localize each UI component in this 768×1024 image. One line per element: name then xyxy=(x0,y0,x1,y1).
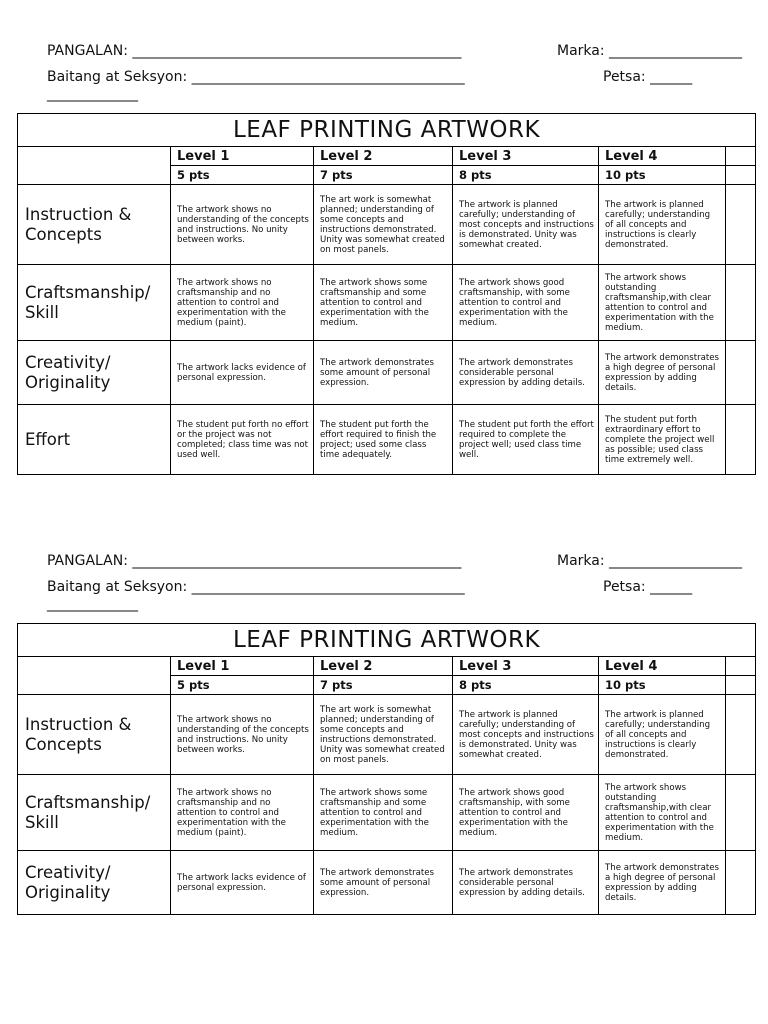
level-header: Level 4 xyxy=(599,657,726,676)
points-header: 5 pts xyxy=(171,676,314,695)
descriptor-cell: The artwork demonstrates considerable personal expression by adding details. xyxy=(453,851,599,915)
points-header: 10 pts xyxy=(599,166,726,185)
descriptor-cell: The artwork shows good craftsmanship, with some attention to control and experimentation with the medium. xyxy=(453,775,599,851)
descriptor-cell: The artwork shows outstanding craftsmanship,with clear attention to control and experimentation with the medium. xyxy=(599,265,726,341)
petsa-field-continued[interactable]: _____________ xyxy=(47,596,138,612)
descriptor-cell: The student put forth the effort required to complete the project well; used class time well. xyxy=(453,405,599,475)
level-header: Level 1 xyxy=(171,657,314,676)
rubric-title: LEAF PRINTING ARTWORK xyxy=(18,114,756,147)
marka-row xyxy=(557,43,742,60)
criterion-name: Creativity/ Originality xyxy=(18,341,171,405)
marka-label: Marka: xyxy=(557,553,605,569)
marka-row xyxy=(557,553,742,570)
table-row xyxy=(18,851,756,915)
name-field[interactable]: _______________________________________________ xyxy=(132,43,462,59)
corner-cell xyxy=(18,147,171,185)
points-header: 8 pts xyxy=(453,166,599,185)
criterion-name: Craftsmanship/ Skill xyxy=(18,265,171,341)
name-label: PANGALAN: xyxy=(47,553,128,569)
rubric-title: LEAF PRINTING ARTWORK xyxy=(18,624,756,657)
descriptor-cell: The artwork demonstrates a high degree of personal expression by adding details. xyxy=(599,851,726,915)
descriptor-cell: The art work is somewhat planned; understanding of some concepts and instructions demonstrated. Unity was somewhat created on most panels. xyxy=(314,185,453,265)
section-row xyxy=(47,579,465,596)
descriptor-cell: The artwork shows no craftsmanship and no attention to control and experimentation with the medium (paint). xyxy=(171,775,314,851)
section-label: Baitang at Seksyon: xyxy=(47,579,188,595)
marka-field[interactable]: ___________________ xyxy=(609,553,743,569)
extra-header-cell xyxy=(726,676,756,695)
table-row xyxy=(18,185,756,265)
section-row xyxy=(47,69,465,86)
descriptor-cell: The artwork demonstrates considerable personal expression by adding details. xyxy=(453,341,599,405)
petsa-label: Petsa: xyxy=(603,579,646,595)
points-header: 8 pts xyxy=(453,676,599,695)
descriptor-cell: The artwork shows no understanding of the concepts and instructions. No unity between works. xyxy=(171,695,314,775)
descriptor-cell: The artwork shows no craftsmanship and no attention to control and experimentation with the medium (paint). xyxy=(171,265,314,341)
level-header: Level 2 xyxy=(314,147,453,166)
petsa-field-continued[interactable]: _____________ xyxy=(47,86,138,102)
section-field[interactable]: _______________________________________ xyxy=(191,69,465,85)
descriptor-cell: The artwork shows some craftsmanship and some attention to control and experimentation with the medium. xyxy=(314,775,453,851)
table-row xyxy=(18,405,756,475)
name-row xyxy=(47,553,461,570)
criterion-name: Craftsmanship/ Skill xyxy=(18,775,171,851)
criterion-name: Instruction & Concepts xyxy=(18,185,171,265)
level-header: Level 3 xyxy=(453,657,599,676)
rubric-table xyxy=(17,113,756,475)
score-cell[interactable] xyxy=(726,695,756,775)
petsa-label: Petsa: xyxy=(603,69,646,85)
level-header: Level 1 xyxy=(171,147,314,166)
descriptor-cell: The artwork demonstrates a high degree of personal expression by adding details. xyxy=(599,341,726,405)
petsa-field[interactable]: ______ xyxy=(650,579,693,595)
criterion-name: Instruction & Concepts xyxy=(18,695,171,775)
table-row xyxy=(18,265,756,341)
section-label: Baitang at Seksyon: xyxy=(47,69,188,85)
descriptor-cell: The art work is somewhat planned; understanding of some concepts and instructions demonstrated. Unity was somewhat created on most panels. xyxy=(314,695,453,775)
petsa-row xyxy=(603,579,692,596)
criterion-name: Creativity/ Originality xyxy=(18,851,171,915)
name-label: PANGALAN: xyxy=(47,43,128,59)
descriptor-cell: The artwork lacks evidence of personal expression. xyxy=(171,851,314,915)
name-field[interactable]: _______________________________________________ xyxy=(132,553,462,569)
score-cell[interactable] xyxy=(726,405,756,475)
descriptor-cell: The artwork is planned carefully; understanding of most concepts and instructions is demonstrated. Unity was somewhat created. xyxy=(453,695,599,775)
score-cell[interactable] xyxy=(726,851,756,915)
descriptor-cell: The artwork is planned carefully; understanding of most concepts and instructions is demonstrated. Unity was somewhat created. xyxy=(453,185,599,265)
table-row xyxy=(18,695,756,775)
petsa-continuation xyxy=(47,86,138,103)
marka-field[interactable]: ___________________ xyxy=(609,43,743,59)
extra-header-cell xyxy=(726,147,756,166)
name-row xyxy=(47,43,461,60)
petsa-continuation xyxy=(47,596,138,613)
descriptor-cell: The artwork is planned carefully; understanding of all concepts and instructions is clearly demonstrated. xyxy=(599,695,726,775)
descriptor-cell: The artwork shows no understanding of the concepts and instructions. No unity between works. xyxy=(171,185,314,265)
descriptor-cell: The artwork shows good craftsmanship, with some attention to control and experimentation with the medium. xyxy=(453,265,599,341)
extra-header-cell xyxy=(726,657,756,676)
level-header: Level 3 xyxy=(453,147,599,166)
descriptor-cell: The artwork lacks evidence of personal expression. xyxy=(171,341,314,405)
points-header: 10 pts xyxy=(599,676,726,695)
petsa-field[interactable]: ______ xyxy=(650,69,693,85)
rubric-table xyxy=(17,623,756,915)
score-cell[interactable] xyxy=(726,775,756,851)
section-field[interactable]: _______________________________________ xyxy=(191,579,465,595)
descriptor-cell: The artwork shows some craftsmanship and some attention to control and experimentation with the medium. xyxy=(314,265,453,341)
descriptor-cell: The student put forth extraordinary effort to complete the project well as possible; used class time extremely well. xyxy=(599,405,726,475)
descriptor-cell: The artwork is planned carefully; understanding of all concepts and instructions is clearly demonstrated. xyxy=(599,185,726,265)
descriptor-cell: The artwork shows outstanding craftsmanship,with clear attention to control and experimentation with the medium. xyxy=(599,775,726,851)
score-cell[interactable] xyxy=(726,341,756,405)
level-header: Level 2 xyxy=(314,657,453,676)
points-header: 7 pts xyxy=(314,166,453,185)
score-cell[interactable] xyxy=(726,265,756,341)
corner-cell xyxy=(18,657,171,695)
descriptor-cell: The student put forth the effort required to finish the project; used some class time adequately. xyxy=(314,405,453,475)
score-cell[interactable] xyxy=(726,185,756,265)
table-row xyxy=(18,341,756,405)
criterion-name: Effort xyxy=(18,405,171,475)
table-row xyxy=(18,775,756,851)
marka-label: Marka: xyxy=(557,43,605,59)
points-header: 7 pts xyxy=(314,676,453,695)
descriptor-cell: The artwork demonstrates some amount of personal expression. xyxy=(314,851,453,915)
descriptor-cell: The artwork demonstrates some amount of personal expression. xyxy=(314,341,453,405)
level-header: Level 4 xyxy=(599,147,726,166)
petsa-row xyxy=(603,69,692,86)
points-header: 5 pts xyxy=(171,166,314,185)
descriptor-cell: The student put forth no effort or the project was not completed; class time was not used well. xyxy=(171,405,314,475)
extra-header-cell xyxy=(726,166,756,185)
